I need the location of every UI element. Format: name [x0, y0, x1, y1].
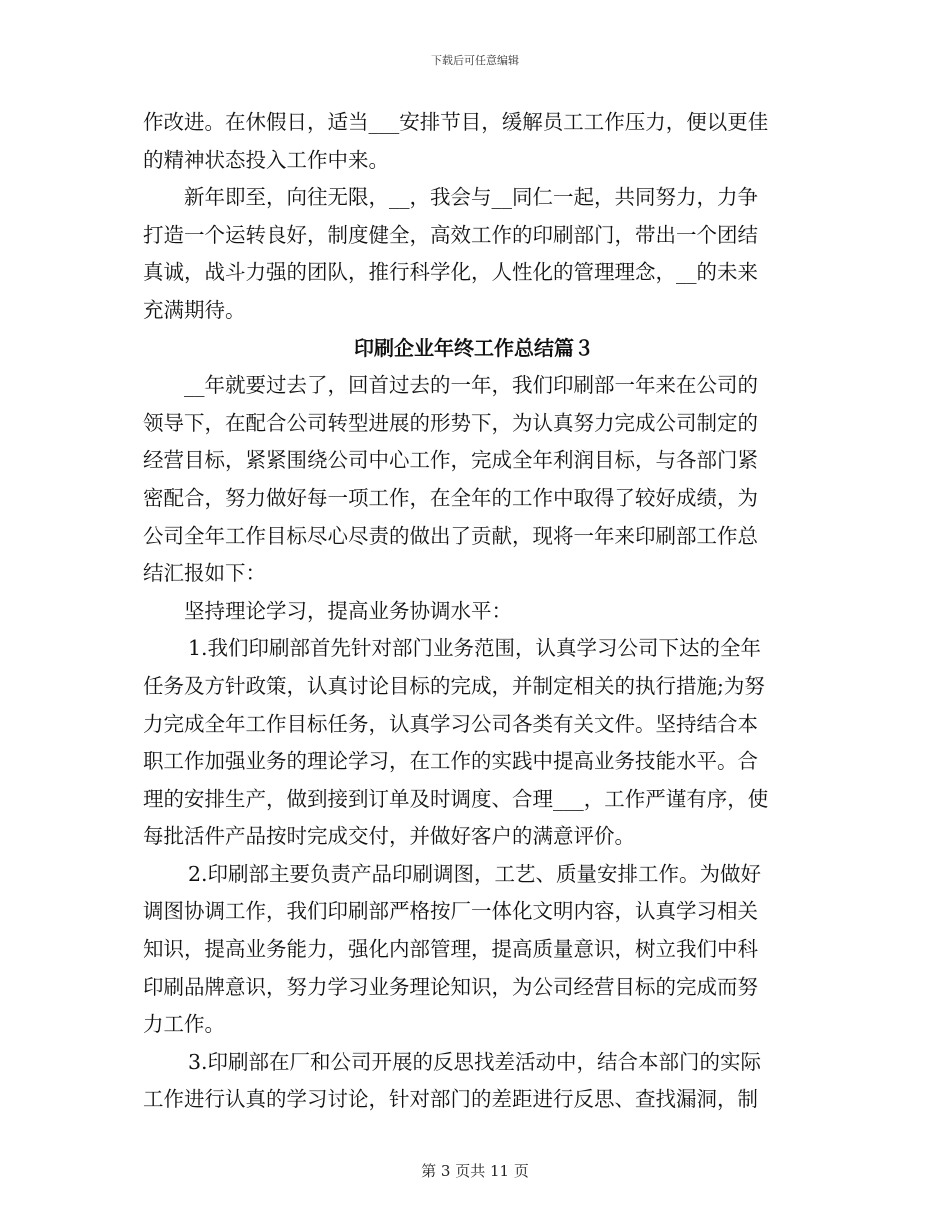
- paragraph-line: 3.印刷部在厂和公司开展的反思找差活动中，结合本部门的实际: [188, 1049, 762, 1074]
- section-title-text: 印刷企业年终工作总结篇３: [354, 335, 594, 360]
- paragraph-line: 新年即至，向往无限，__，我会与__同仁一起，共同努力，力争: [184, 185, 758, 210]
- paragraph-line: 力完成全年工作目标任务，认真学习公司各类有关文件。坚持结合本: [143, 711, 758, 736]
- paragraph-line: 真诚，战斗力强的团队，推行科学化，人性化的管理理念，__的未来: [143, 260, 758, 285]
- paragraph-line: 结汇报如下：: [143, 561, 266, 586]
- paragraph-line: 作改进。在休假日，适当___安排节目，缓解员工工作压力，便以更佳: [143, 110, 769, 134]
- paragraph-line: 工作进行认真的学习讨论，针对部门的差距进行反思、查找漏洞，制: [143, 1087, 758, 1112]
- page-footer: 第 3 页共 11 页: [421, 1162, 529, 1180]
- paragraph: [143, 856, 805, 1044]
- paragraph: [143, 630, 805, 856]
- paragraph-line: 经营目标，紧紧围绕公司中心工作，完成全年利润目标，与各部门紧: [143, 448, 758, 473]
- paragraph: [143, 179, 805, 329]
- paragraph-line: __年就要过去了，回首过去的一年，我们印刷部一年来在公司的: [184, 373, 758, 398]
- section-title: [143, 330, 805, 368]
- document-body: [143, 104, 805, 1119]
- paragraph-line: 打造一个运转良好，制度健全，高效工作的印刷部门，带出一个团结: [143, 222, 758, 247]
- paragraph-line: 领导下，在配合公司转型进展的形势下，为认真努力完成公司制定的: [143, 410, 758, 435]
- paragraph-line: 的精神状态投入工作中来。: [143, 147, 389, 172]
- paragraph-line: 任务及方针政策，认真讨论目标的完成，并制定相关的执行措施;为努: [143, 673, 765, 698]
- paragraph-line: 充满期待。: [143, 297, 246, 322]
- paragraph-line: 坚持理论学习，提高业务协调水平：: [184, 598, 512, 623]
- paragraph-line: 理的安排生产，做到接到订单及时调度、合理___，工作严谨有序，使: [143, 786, 769, 811]
- paragraph-line: 每批活件产品按时完成交付，并做好客户的满意评价。: [143, 824, 635, 849]
- paragraph: [143, 104, 805, 179]
- paragraph-line: 知识，提高业务能力，强化内部管理，提高质量意识，树立我们中科: [143, 937, 758, 962]
- paragraph-line: 调图协调工作，我们印刷部严格按厂一体化文明内容，认真学习相关: [143, 899, 758, 924]
- paragraph-line: 公司全年工作目标尽心尽责的做出了贡献，现将一年来印刷部工作总: [143, 523, 758, 548]
- paragraph-line: 2.印刷部主要负责产品印刷调图，工艺、质量安排工作。为做好: [188, 861, 762, 886]
- paragraph-line: 密配合，努力做好每一项工作，在全年的工作中取得了较好成绩，为: [143, 485, 758, 510]
- page-header: 下载后可任意编辑: [431, 54, 519, 67]
- paragraph-line: 职工作加强业务的理论学习，在工作的实践中提高业务技能水平。合: [143, 749, 758, 774]
- paragraph-line: 1.我们印刷部首先针对部门业务范围，认真学习公司下达的全年: [188, 636, 762, 661]
- paragraph-line: 印刷品牌意识，努力学习业务理论知识，为公司经营目标的完成而努: [143, 974, 758, 999]
- paragraph: [143, 593, 805, 631]
- paragraph-line: 力工作。: [143, 1012, 225, 1037]
- paragraph: [143, 367, 805, 593]
- paragraph: [143, 1044, 805, 1119]
